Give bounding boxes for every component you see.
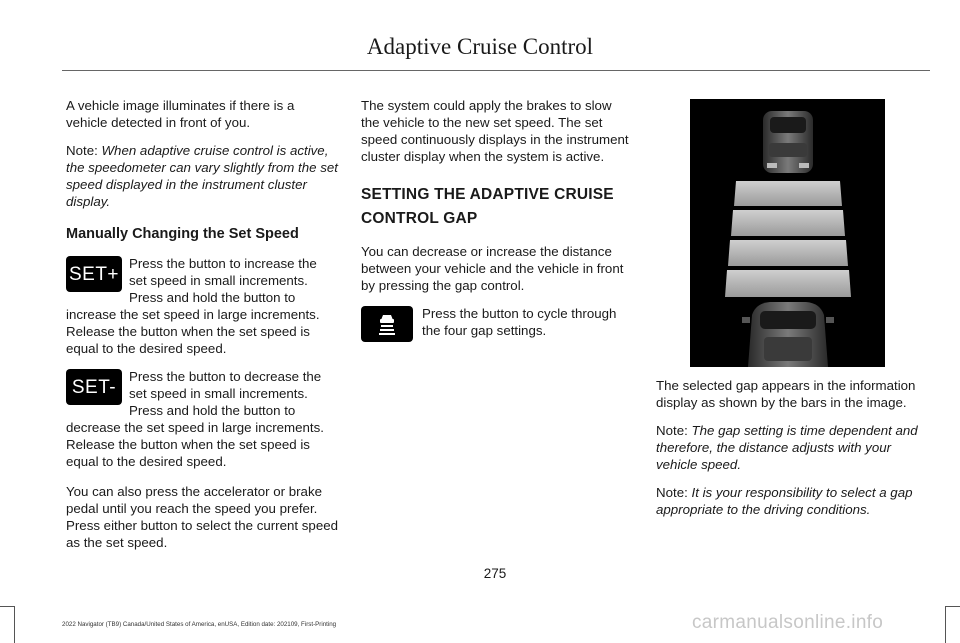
crop-mark bbox=[945, 606, 946, 643]
note bbox=[656, 484, 930, 518]
section-heading-line-2: CONTROL GAP bbox=[361, 210, 478, 227]
column-1 bbox=[66, 97, 338, 562]
section-heading-gap bbox=[361, 183, 633, 231]
page-header-title: Adaptive Cruise Control bbox=[366, 34, 594, 59]
note-text: The gap setting is time dependent and therefore, the distance adjusts with your vehicle speed. bbox=[656, 423, 918, 472]
gap-bars-image bbox=[690, 99, 885, 367]
gap-display-illustration bbox=[690, 99, 885, 367]
gap-control-block bbox=[361, 305, 633, 346]
footer-edition-text: 2022 Navigator (TB9) Canada/United States of America, enUSA, Edition date: 202109, First-Printing bbox=[62, 621, 337, 628]
paragraph: You can also press the accelerator or brake pedal until you reach the speed you prefer. Press either button to select the current speed as the set speed. bbox=[66, 484, 339, 550]
page-number: 275 bbox=[483, 566, 507, 581]
set-minus-block bbox=[66, 368, 338, 470]
paragraph: A vehicle image illuminates if there is a vehicle detected in front of you. bbox=[66, 98, 295, 130]
note-label: Note: bbox=[656, 423, 688, 438]
note bbox=[656, 422, 930, 473]
crop-mark bbox=[0, 606, 14, 607]
column-2 bbox=[361, 97, 633, 357]
note-label: Note: bbox=[66, 143, 98, 158]
set-plus-button-icon: SET+ bbox=[66, 256, 122, 292]
set-plus-description: Press the button to increase the set speed in small increments. Press and hold the button to increase the set speed in large increments. Release the button when the set speed is equal to the desired speed. bbox=[66, 256, 320, 356]
crop-mark bbox=[946, 606, 960, 607]
set-minus-description: Press the button to decrease the set speed in small increments. Press and hold the button to decrease the set speed in large increments. Release the button when the set speed is equal to the desired speed. bbox=[66, 369, 324, 469]
paragraph: The selected gap appears in the information display as shown by the bars in the image. bbox=[656, 378, 916, 410]
watermark: carmanualsonline.info bbox=[692, 612, 884, 633]
note bbox=[66, 142, 338, 210]
gap-bars bbox=[725, 181, 851, 297]
note-text: It is your responsibility to select a gap appropriate to the driving conditions. bbox=[656, 485, 913, 517]
paragraph: The system could apply the brakes to slow the vehicle to the new set speed. The set speed continuously displays in the instrument cluster display when the system is active. bbox=[361, 98, 629, 164]
gap-distance-icon bbox=[361, 306, 413, 342]
section-heading-line-1: SETTING THE ADAPTIVE CRUISE bbox=[361, 186, 614, 203]
crop-mark bbox=[14, 606, 15, 643]
lead-vehicle-icon bbox=[763, 111, 813, 173]
note-label: Note: bbox=[656, 485, 688, 500]
gap-control-description: Press the button to cycle through the four gap settings. bbox=[422, 306, 617, 338]
header-rule bbox=[62, 70, 930, 71]
paragraph: You can decrease or increase the distance between your vehicle and the vehicle in front by pressing the gap control. bbox=[361, 244, 624, 293]
set-plus-block bbox=[66, 255, 338, 357]
column-3 bbox=[656, 377, 930, 529]
note-text: When adaptive cruise control is active, the speedometer can vary slightly from the set speed displayed in the instrument cluster display. bbox=[66, 143, 338, 209]
section-heading: Manually Changing the Set Speed bbox=[66, 226, 299, 242]
own-vehicle-icon bbox=[742, 302, 834, 367]
set-minus-button-icon: SET- bbox=[66, 369, 122, 405]
